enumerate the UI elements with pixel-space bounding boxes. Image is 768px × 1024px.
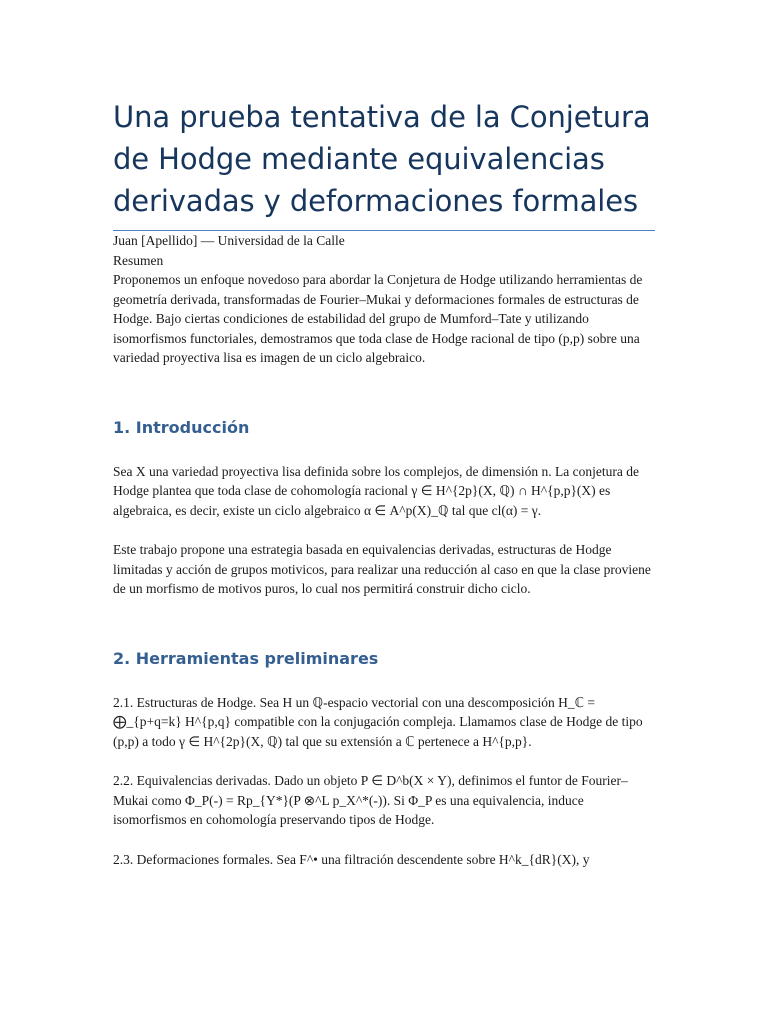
paragraph: Este trabajo propone una estrategia basada en equivalencias derivadas, estructuras de Hodge limitadas y acción de grupos motivicos, para realizar una reducción al caso en que la clase proviene de un morfismo de motivos puros, lo cual nos permitirá construir dicho ciclo.: [113, 542, 651, 596]
abstract-label: Resumen: [113, 252, 164, 268]
paragraph: 2.1. Estructuras de Hodge. Sea H un ℚ-espacio vectorial con una descomposición H_ℂ = ⨁_{p+q=k} H^{p,q} compatible con la conjugación compleja. Llamamos clase de Hodge de tipo (p,p) a todo γ ∈ H^{2p}(X, ℚ) tal que su extensión a ℂ pertenece a H^{p,p}.: [113, 694, 643, 749]
abstract-text: Proponemos un enfoque novedoso para abordar la Conjetura de Hodge utilizando herramientas de geometría derivada, transformadas de Fourier–Mukai y deformaciones formales de estructuras de Hodge. Bajo ciertas condiciones de estabilidad del grupo de Mumford–Tate y utilizando isomorfismos functoriales, demostramos que toda clase de Hodge racional de tipo (p,p) sobre una variedad proyectiva lisa es imagen de un ciclo algebraico.: [113, 272, 643, 365]
paragraph: 2.2. Equivalencias derivadas. Dado un objeto P ∈ D^b(X × Y), definimos el funtor de Fourier–Mukai como Φ_P(-) = Rp_{Y*}(P ⊗^L p_X^*(-)). Si Φ_P es una equivalencia, induce isomorfismos en cohomología preservando tipos de Hodge.: [113, 773, 628, 827]
section-heading-preliminaries: 2. Herramientas preliminares: [113, 648, 379, 668]
author-line: Juan [Apellido] — Universidad de la Calle: [113, 233, 345, 248]
section-heading-introduction: 1. Introducción: [113, 417, 250, 437]
paragraph: Sea X una variedad proyectiva lisa definida sobre los complejos, de dimensión n. La conjetura de Hodge plantea que toda clase de cohomología racional γ ∈ H^{2p}(X, ℚ) ∩ H^{p,p}(X) es algebraica, es decir, existe un ciclo algebraico α ∈ A^p(X)_ℚ tal que cl(α) = γ.: [113, 463, 639, 518]
paragraph: 2.3. Deformaciones formales. Sea F^• una filtración descendente sobre H^k_{dR}(X), y: [113, 851, 590, 867]
document-title: Una prueba tentativa de la Conjetura de Hodge mediante equivalencias derivadas y deformaciones formales: [113, 100, 651, 218]
